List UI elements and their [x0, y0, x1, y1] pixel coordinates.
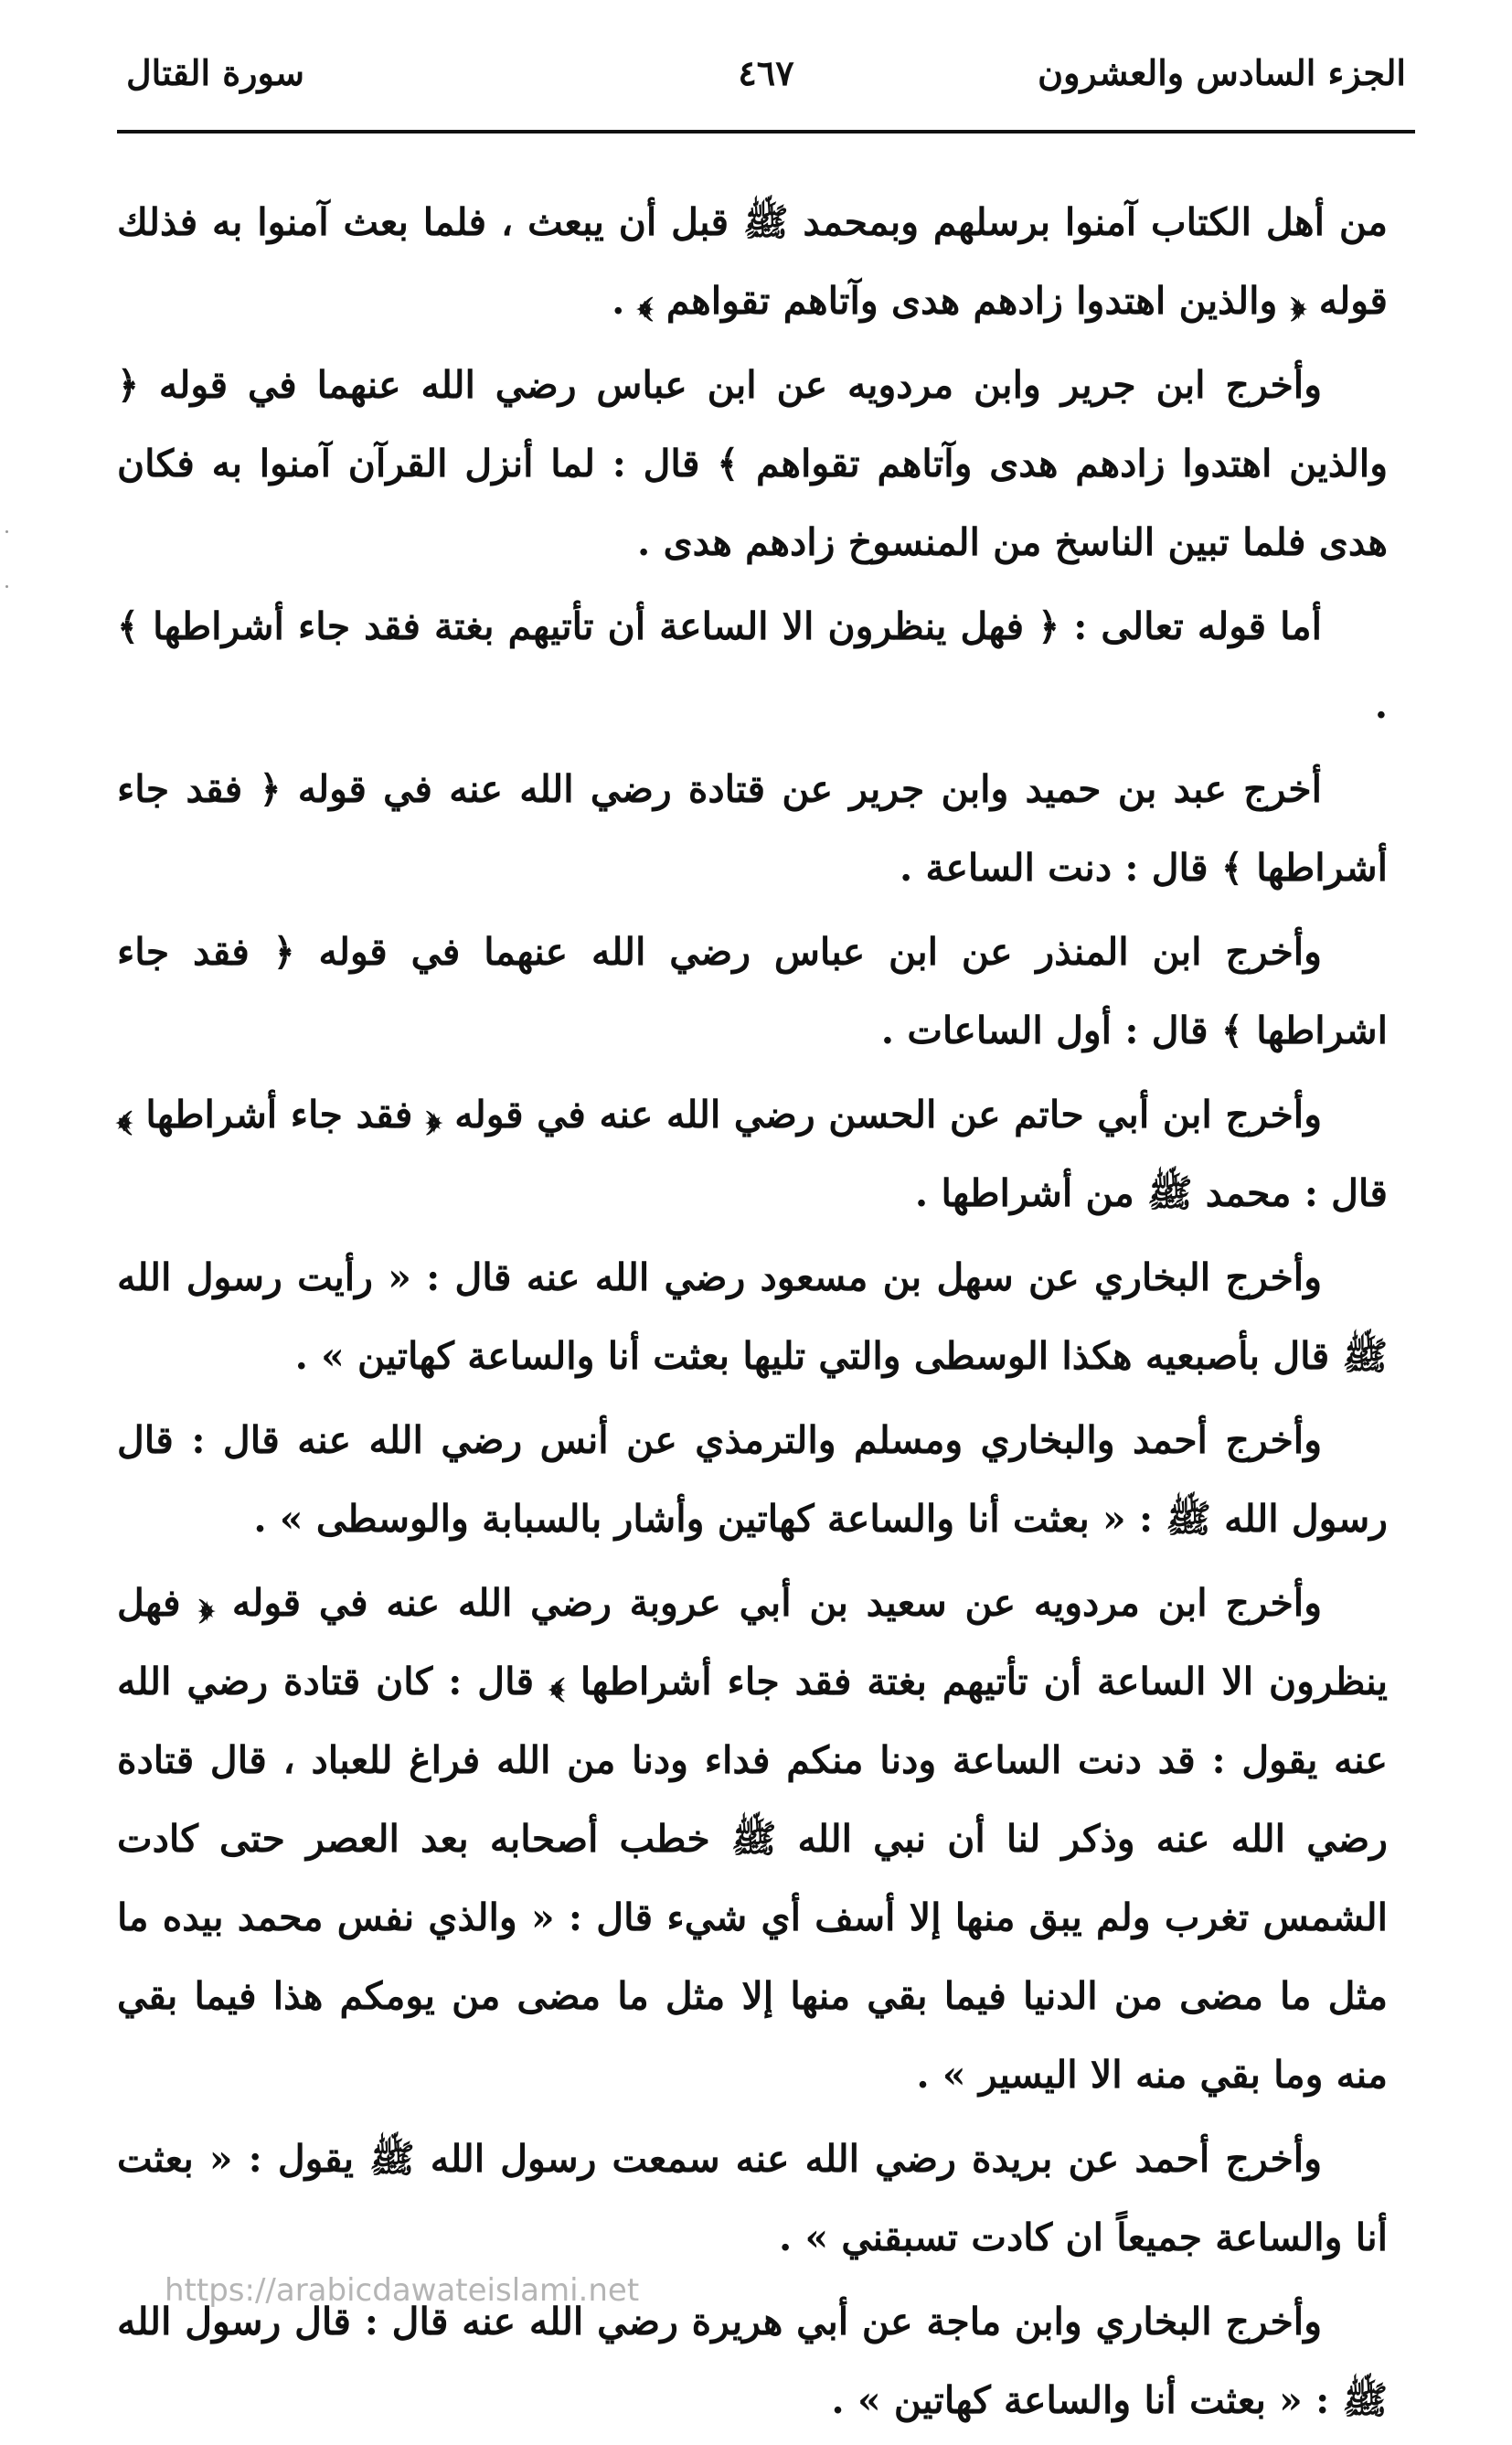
scan-speck [5, 530, 8, 533]
watermark-url: https://arabicdawateislami.net [165, 2272, 640, 2309]
paragraph: أخرج عبد بن حميد وابن جرير عن قتادة رضي الله عنه في قوله ﴿ فقد جاء أشراطها ﴾ قال : دنت الساعة . [117, 767, 1388, 890]
page-number: ٤٦٧ [738, 52, 794, 93]
paragraph: وأخرج ابن المنذر عن ابن عباس رضي الله عنهما في قوله ﴿ فقد جاء اشراطها ﴾ قال : أول الساعات . [117, 930, 1388, 1052]
part-title: الجزء السادس والعشرون [1038, 52, 1406, 93]
paragraph: وأخرج البخاري عن سهل بن مسعود رضي الله عنه قال : « رأيت رسول الله ﷺ قال بأصبعيه هكذا الوسطى والتي تليها بعثت أنا والساعة كهاتين » . [117, 1255, 1388, 1378]
paragraph: أما قوله تعالى : ﴿ فهل ينظرون الا الساعة أن تأتيهم بغتة فقد جاء أشراطها ﴾ . [117, 604, 1388, 727]
paragraph: وأخرج البخاري وابن ماجة عن أبي هريرة رضي الله عنه قال : قال رسول الله ﷺ : « بعثت أنا والساعة كهاتين » . [117, 2300, 1388, 2422]
scan-speck [5, 585, 8, 588]
paragraph: وأخرج أحمد عن بريدة رضي الله عنه سمعت رسول الله ﷺ يقول : « بعثت أنا والساعة جميعاً ان كادت تسبقني » . [117, 2137, 1388, 2259]
header-rule [117, 130, 1415, 133]
page-body [117, 183, 1388, 2445]
paragraph: وأخرج ابن جرير وابن مردويه عن ابن عباس رضي الله عنهما في قوله ﴿ والذين اهتدوا زادهم هدى وآتاهم تقواهم ﴾ قال : لما أنزل القرآن آمنوا به فكان هدى فلما تبين الناسخ من المنسوخ زادهم هدى . [117, 363, 1388, 564]
page-header [117, 37, 1415, 128]
paragraph: وأخرج أحمد والبخاري ومسلم والترمذي عن أنس رضي الله عنه قال : قال رسول الله ﷺ : « بعثت أنا والساعة كهاتين وأشار بالسبابة والوسطى » . [117, 1418, 1388, 1541]
paragraph: من أهل الكتاب آمنوا برسلهم وبمحمد ﷺ قبل أن يبعث ، فلما بعث آمنوا به فذلك قوله ﴿ والذين اهتدوا زادهم هدى وآتاهم تقواهم ﴾ . [117, 200, 1388, 323]
paragraph: وأخرج ابن أبي حاتم عن الحسن رضي الله عنه في قوله ﴿ فقد جاء أشراطها ﴾ قال : محمد ﷺ من أشراطها . [117, 1093, 1388, 1215]
surah-title: سورة القتال [126, 52, 304, 93]
paragraph: وأخرج ابن مردويه عن سعيد بن أبي عروبة رضي الله عنه في قوله ﴿ فهل ينظرون الا الساعة أن تأتيهم بغتة فقد جاء أشراطها ﴾ قال : كان قتادة رضي الله عنه يقول : قد دنت الساعة ودنا منكم فداء ودنا من الله فراغ للعباد ، قال قتادة رضي الله عنه وذكر لنا أن نبي الله ﷺ خطب أصحابه بعد العصر حتى كادت الشمس تغرب ولم يبق منها إلا أسف أي شيء قال : « والذي نفس محمد بيده ما مثل ما مضى من الدنيا فيما بقي منها إلا مثل ما مضى من يومكم هذا فيما بقي منه وما بقي منه الا اليسير » . [117, 1581, 1388, 2097]
